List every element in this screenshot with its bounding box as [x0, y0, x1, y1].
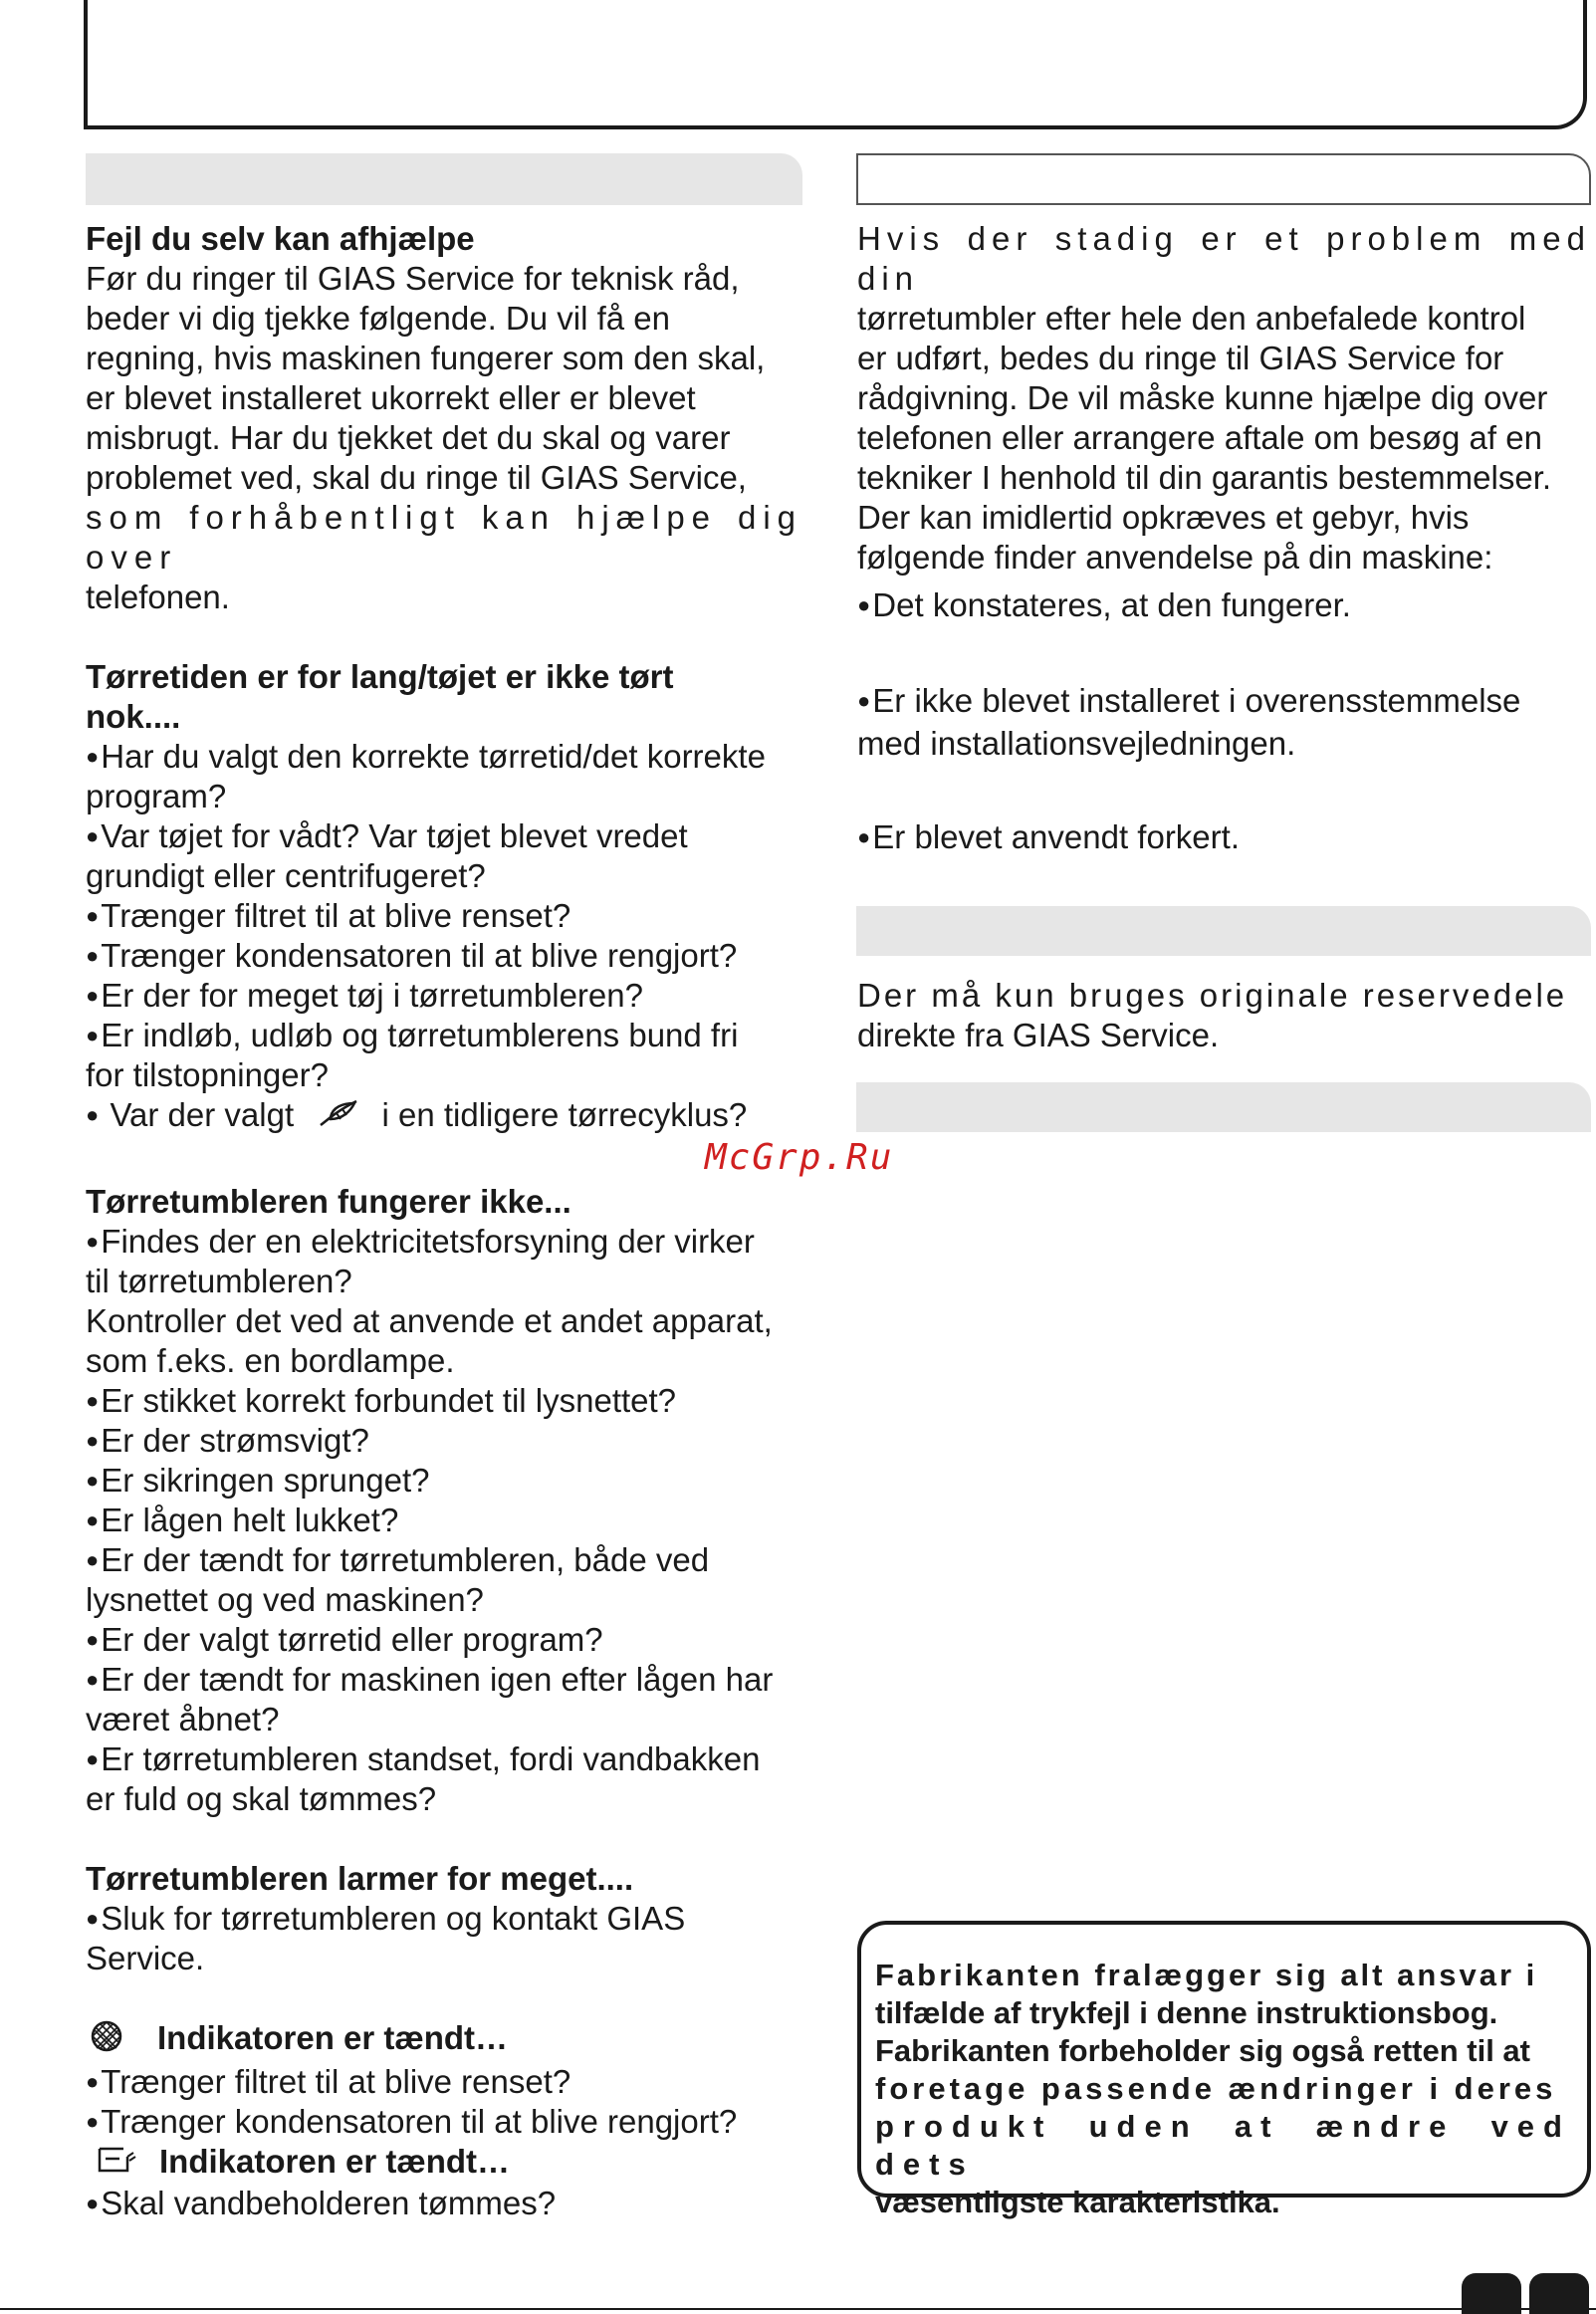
section-heading-self-help: Fejl du selv kan afhjælpe — [86, 220, 475, 257]
filter-indicator-icon — [90, 2019, 123, 2062]
disclaimer-line: produkt uden at ændre ved dets — [875, 2109, 1571, 2182]
section-heading-not-working: Tørretumbleren fungerer ikke... — [86, 1182, 571, 1220]
list-item-cont: lysnettet og ved maskinen? — [86, 1580, 484, 1618]
list-item: ● Er lågen helt lukket? — [86, 1501, 802, 1540]
list-item: ● Har du valgt den korrekte tørretid/det korrekte — [86, 737, 802, 777]
text-line: problemet ved, skal du ringe til GIAS Service, — [86, 459, 747, 496]
text-line: telefonen. — [86, 578, 230, 615]
watermark: McGrp.Ru — [705, 1137, 894, 1178]
list-item: ● Trænger filtret til at blive renset? — [86, 896, 802, 936]
footer-rule — [0, 2308, 1596, 2310]
list-item: ● Skal vandbeholderen tømmes? — [86, 2184, 802, 2223]
text-line: rådgivning. De vil måske kunne hjælpe dig over — [857, 379, 1548, 416]
text-line: telefonen eller arrangere aftale om besøg af en — [857, 419, 1542, 456]
indicator-heading-text: Indikatoren er tændt… — [157, 2018, 509, 2056]
text-line: Kontroller det ved at anvende et andet apparat, — [86, 1301, 773, 1339]
list-item — [86, 1095, 802, 1138]
disclaimer-line: væsentligste karakteristika. — [875, 2185, 1280, 2219]
disclaimer-line: tilfælde af trykfejl i denne instruktionsbog. — [875, 1995, 1498, 2030]
text-line: Før du ringer til GIAS Service for teknisk råd, — [86, 260, 740, 297]
list-item-cont: til tørretumbleren? — [86, 1262, 352, 1299]
spare-parts-header-bar — [856, 906, 1591, 956]
indicator-heading-text: Indikatoren er tændt… — [159, 2142, 511, 2180]
spare-parts-text-cont: direkte fra GIAS Service. — [857, 1017, 1220, 1053]
section-heading-noise: Tørretumbleren larmer for meget.... — [86, 1859, 634, 1897]
disclaimer-line: foretage passende ændringer i deres — [875, 2071, 1557, 2106]
list-item-cont: Service. — [86, 1939, 205, 1976]
spare-parts-text: Der må kun bruges originale reservedele — [857, 977, 1568, 1014]
list-item-cont: grundigt eller centrifugeret? — [86, 857, 486, 894]
text-line: tørretumbler efter hele den anbefalede kontrol — [857, 300, 1526, 337]
right-section-header-bar — [856, 153, 1591, 205]
feather-delicate-icon — [317, 1097, 360, 1138]
text-line: som forhåbentligt kan hjælpe dig over — [86, 499, 802, 576]
text-line: som f.eks. en bordlampe. — [86, 1341, 455, 1379]
page-number-tab-right — [1529, 2273, 1589, 2314]
list-item: ● Er sikringen sprunget? — [86, 1461, 802, 1501]
page-title-frame — [84, 0, 1587, 129]
text-line: Hvis der stadig er et problem med din — [857, 220, 1591, 297]
disclaimer-box — [857, 1921, 1591, 2219]
left-section-header-bar — [86, 153, 802, 205]
list-item: ● Er stikket korrekt forbundet til lysnettet? — [86, 1381, 802, 1421]
page-number-tab-left — [1462, 2273, 1521, 2314]
section-heading-drying-time-cont: nok.... — [86, 698, 181, 735]
list-item-cont: været åbnet? — [86, 1700, 280, 1737]
indicator-water-heading — [86, 2142, 802, 2185]
water-container-icon — [94, 2143, 137, 2184]
list-item: ● Trænger kondensatoren til at blive rengjort? — [86, 2102, 802, 2142]
list-item: ● Var tøjet for vådt? Var tøjet blevet vredet — [86, 816, 802, 856]
list-item-text: Var der valgt — [110, 1096, 295, 1133]
fee-condition-item-cont: med installationsvejledningen. — [857, 725, 1296, 762]
list-item: ● Er der valgt tørretid eller program? — [86, 1620, 802, 1660]
text-line: beder vi dig tjekke følgende. Du vil få en — [86, 300, 670, 337]
list-item: ● Trænger kondensatoren til at blive rengjort? — [86, 936, 802, 976]
disclaimer-line: Fabrikanten fralægger sig alt ansvar i — [875, 1958, 1538, 1992]
fee-condition-item: ● Det konstateres, at den fungerer. — [857, 585, 1591, 625]
text-line: følgende finder anvendelse på din maskine: — [857, 539, 1493, 576]
text-line: regning, hvis maskinen fungerer som den skal, — [86, 340, 766, 376]
third-section-header-bar — [856, 1082, 1591, 1132]
list-item: ● Er der tændt for maskinen igen efter lågen har — [86, 1660, 802, 1700]
indicator-filter-heading — [86, 2018, 802, 2062]
right-column — [857, 219, 1591, 578]
list-item: ● Findes der en elektricitetsforsyning der virker — [86, 1222, 802, 1262]
list-item: ● Sluk for tørretumbleren og kontakt GIAS — [86, 1899, 802, 1939]
text-line: misbrugt. Har du tjekket det du skal og varer — [86, 419, 731, 456]
list-item: ● Er der tændt for tørretumbleren, både ved — [86, 1540, 802, 1580]
text-line: er blevet installeret ukorrekt eller er blevet — [86, 379, 696, 416]
section-heading-drying-time: Tørretiden er for lang/tøjet er ikke tørt — [86, 658, 674, 695]
list-item: ● Er tørretumbleren standset, fordi vandbakken — [86, 1739, 802, 1779]
fee-condition-item: ● Er blevet anvendt forkert. — [857, 817, 1591, 857]
text-line: er udført, bedes du ringe til GIAS Service for — [857, 340, 1504, 376]
text-line: Der kan imidlertid opkræves et gebyr, hvis — [857, 499, 1470, 536]
list-item: ● Er indløb, udløb og tørretumblerens bund fri — [86, 1016, 802, 1055]
list-item-text: i en tidligere tørrecyklus? — [381, 1096, 748, 1133]
disclaimer-line: Fabrikanten forbeholder sig også retten til at — [875, 2033, 1530, 2068]
list-item-cont: for tilstopninger? — [86, 1056, 329, 1093]
list-item-cont: er fuld og skal tømmes? — [86, 1779, 437, 1817]
list-item: ● Er der strømsvigt? — [86, 1421, 802, 1461]
list-item: ● Er der for meget tøj i tørretumbleren? — [86, 976, 802, 1016]
list-item: ● Trænger filtret til at blive renset? — [86, 2062, 802, 2102]
text-line: tekniker I henhold til din garantis bestemmelser. — [857, 459, 1552, 496]
list-item-cont: program? — [86, 778, 227, 814]
fee-condition-item: ● Er ikke blevet installeret i overensstemmelse — [857, 681, 1591, 721]
left-column — [86, 219, 802, 2223]
